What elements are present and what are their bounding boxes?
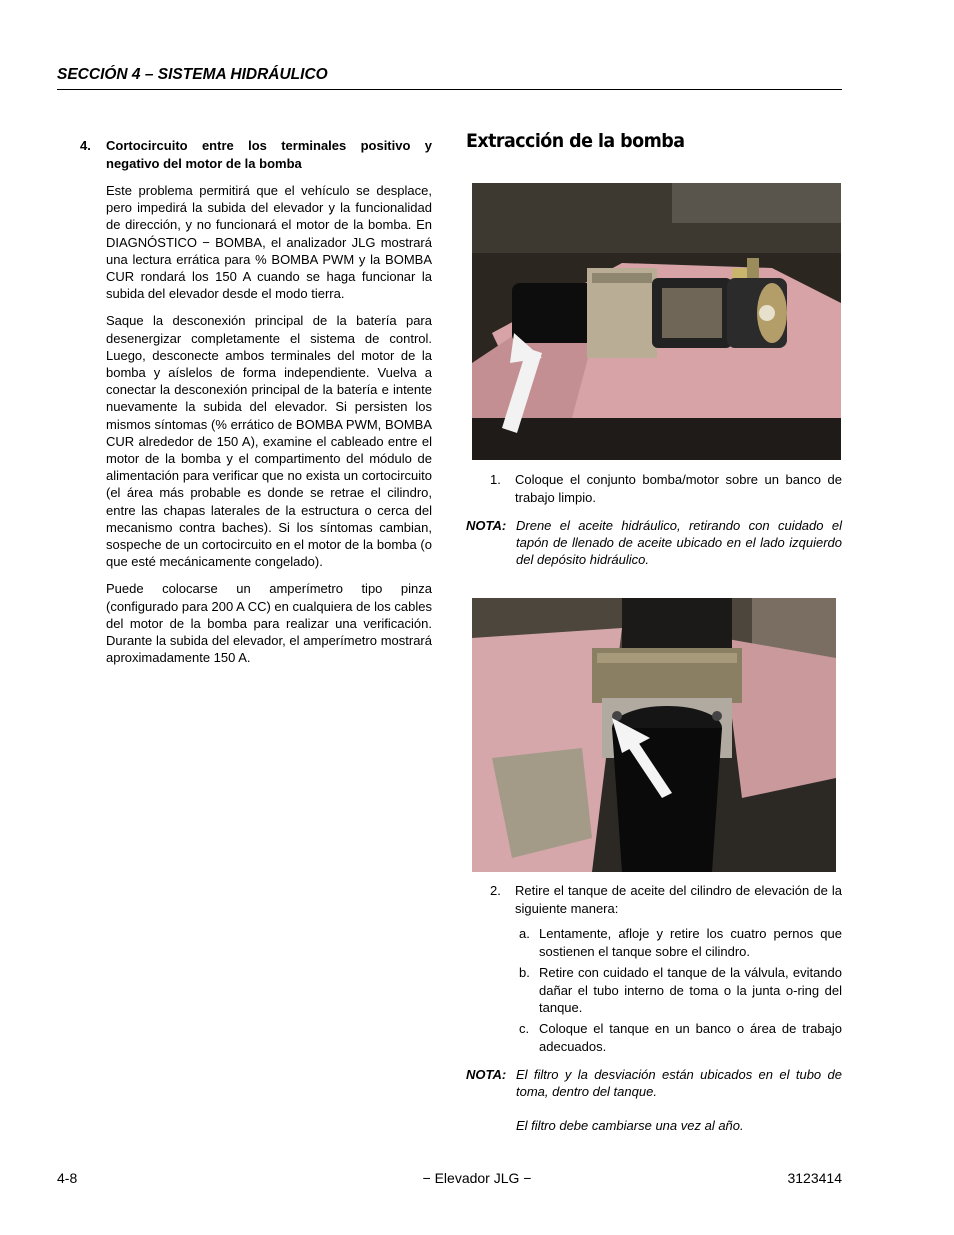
section-title: Extracción de la bomba <box>466 130 685 152</box>
note-2-line-1: El filtro y la desviación están ubicados en el tubo de toma, dentro del tanque. <box>516 1067 842 1100</box>
step-2 <box>490 882 842 917</box>
note-2-line-2: El filtro debe cambiarse una vez al año. <box>516 1118 744 1134</box>
step-2-number: 2. <box>490 883 501 898</box>
step-1-number: 1. <box>490 472 501 487</box>
note-1 <box>466 517 842 569</box>
substep-a-text: Lentamente, afloje y retire los cuatro pernos que sostienen el tanque sobre el cilindro. <box>539 926 842 959</box>
substep-c-text: Coloque el tanque en un banco o área de trabajo adecuados. <box>539 1021 842 1054</box>
substep-c <box>519 1020 842 1055</box>
page-number: 4-8 <box>57 1170 78 1186</box>
header-rule <box>57 89 842 90</box>
substep-a-number: a. <box>519 926 530 941</box>
note-2 <box>466 1066 842 1135</box>
paragraph-2: Saque la desconexión principal de la batería para desenergizar completamente el sistema de control. Luego, desconecte ambos terminales del motor de la bomba y aíslelos de forma independiente. Vuelva a conectar la desconexión principal de la batería e intente nuevamente la subida del elevador. Si persisten los mismos síntomas (% errático de BOMBA PWM, BOMBA CUR alrededor de 150 A), examine el cableado entre el motor de la bomba y el compartimento del módulo de alimentación para verificar que no exista un cortocircuito (el área más probable es donde se retrae el cilindro, entre las chapas laterales de la estructura o cerca del mecanismo contra baches). Si los síntomas cambian, sospeche de un cortocircuito en el motor de la bomba (o que esté mecánicamente congelado). <box>106 313 432 570</box>
note-1-label: NOTA: <box>466 518 507 533</box>
note-2-label: NOTA: <box>466 1067 507 1082</box>
substep-c-number: c. <box>519 1021 530 1036</box>
tank-cylinder-photo <box>472 598 836 872</box>
left-column <box>80 137 432 666</box>
step-1-text: Coloque el conjunto bomba/motor sobre un banco de trabajo limpio. <box>515 472 842 505</box>
paragraph-3: Puede colocarse un amperímetro tipo pinza (configurado para 200 A CC) en cualquiera de los cables del motor de la bomba para realizar una verificación. Durante la subida del elevador, el amperímetro mostrará aproximadamente 150 A. <box>106 581 432 666</box>
substep-a <box>519 925 842 960</box>
substep-b-text: Retire con cuidado el tanque de la válvula, evitando dañar el tubo interno de toma o la junta o-ring del tanque. <box>539 965 842 1015</box>
section-header: SECCIÓN 4 – SISTEMA HIDRÁULICO <box>57 66 328 83</box>
paragraph-1: Este problema permitirá que el vehículo se desplace, pero impedirá la subida del elevador y la funcionalidad de dirección, y no funcionará el motor de la bomba. En DIAGNÓSTICO − BOMBA, el analizador JLG mostrará una lectura errática para % BOMBA PWM y la BOMBA CUR rondará los 150 A cuando se haga funcionar la subida del elevador desde el modo tierra. <box>106 183 432 302</box>
substep-b-number: b. <box>519 965 530 980</box>
pump-motor-photo <box>472 183 841 460</box>
document-number: 3123414 <box>787 1170 842 1186</box>
substep-b <box>519 964 842 1017</box>
right-column <box>466 130 842 152</box>
footer-title: − Elevador JLG − <box>422 1170 532 1186</box>
item-number: 4. <box>80 138 91 153</box>
step-2-text: Retire el tanque de aceite del cilindro de elevación de la siguiente manera: <box>515 883 842 916</box>
item-heading <box>80 137 432 173</box>
note-1-text: Drene el aceite hidráulico, retirando con cuidado el tapón de llenado de aceite ubicado en el lado izquierdo del depósito hidráulico. <box>516 518 842 568</box>
step-1 <box>490 471 842 506</box>
item-heading-text: Cortocircuito entre los terminales positivo y negativo del motor de la bomba <box>106 138 432 171</box>
